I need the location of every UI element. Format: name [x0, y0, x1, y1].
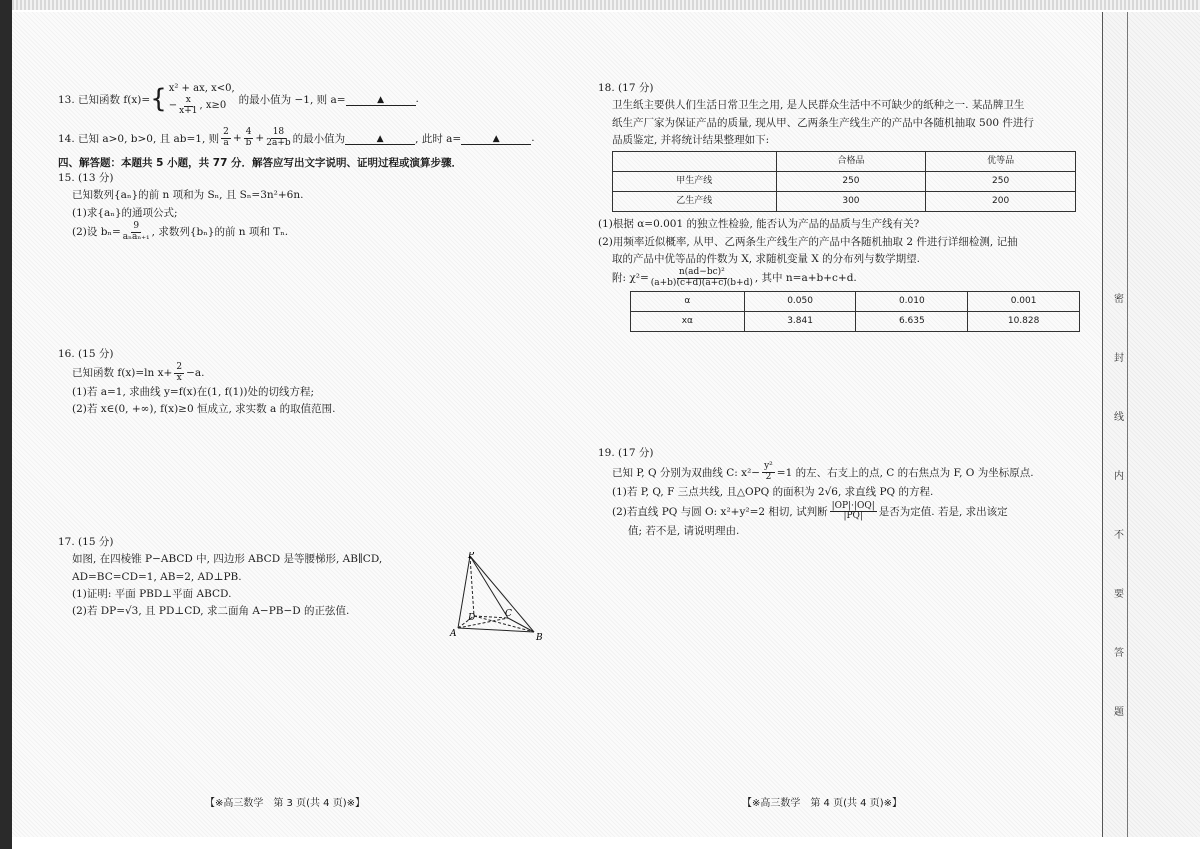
label-a: A: [450, 629, 457, 639]
q14-frac-2: [244, 128, 254, 149]
q15-line-1: 已知数列{aₙ}的前 n 项和为 Sₙ, 且 Sₙ=3n²+6n.: [72, 189, 304, 202]
table-header-cell: 合格品: [776, 152, 926, 172]
scan-edge-top: [0, 0, 1200, 10]
q14-f1-den: a: [223, 137, 229, 148]
q18-part-2a: (2)用频率近似概率, 从甲、乙两条生产线生产的产品中各随机抽取 2 件进行详细检测, 记抽: [598, 235, 1018, 248]
q13-suffix: 的最小值为 −1, 则 a=: [238, 93, 346, 106]
table-cell: 10.828: [968, 311, 1080, 331]
q19-l3-pre: (2)若直线 PQ 与圆 O: x²+y²=2 相切, 试判断: [612, 505, 828, 518]
q18-part-2b: 取的产品中优等品的件数为 X, 求随机变量 X 的分布列与数学期望.: [612, 252, 920, 265]
chi-num: n(ad−bc)²: [678, 267, 725, 278]
table-cell: 0.010: [856, 291, 968, 311]
table-row: [613, 172, 1076, 192]
q19-l1-pre: 已知 P, Q 分别为双曲线 C: x²−: [612, 466, 761, 479]
q14-f3-den: 2a+b: [266, 137, 291, 148]
table-cell: 0.050: [744, 291, 856, 311]
q19-f1-num: y²: [764, 461, 773, 472]
binding-warning: [1111, 290, 1127, 718]
footer-page-3: 【※高三数学 第 3 页(共 4 页)※】: [205, 798, 365, 809]
q15-l3-pre: (2)设 bₙ=: [72, 225, 121, 238]
table-header-row: [613, 152, 1076, 172]
q19-f1-den: 2: [765, 472, 772, 483]
appendix-post: , 其中 n=a+b+c+d.: [754, 271, 857, 284]
binding-char: 要: [1114, 589, 1124, 600]
q19-line-2: (1)若 P, Q, F 三点共线, 且△OPQ 的面积为 2√6, 求直线 PQ 的方程.: [612, 486, 934, 499]
binding-char: 密: [1114, 294, 1124, 305]
critical-value-table: [630, 291, 1080, 332]
footer-page-4: 【※高三数学 第 4 页(共 4 页)※】: [742, 798, 902, 809]
question-13: [58, 82, 538, 117]
table-cell: 6.635: [856, 311, 968, 331]
q16-heading: 16. (15 分): [58, 348, 114, 360]
q16-l1-post: −a.: [186, 367, 205, 380]
question-17: [58, 534, 468, 621]
table-header-cell: 优等品: [926, 152, 1076, 172]
q13-case2-tail: , x≥0: [199, 100, 227, 112]
q13-end: .: [415, 93, 419, 106]
q14-plus-2: +: [255, 132, 265, 145]
q18-line-2: 纸生产厂家为保证产品的质量, 现从甲、乙两条生产线生产的产品中各随机抽取 500 件进行: [612, 116, 1034, 129]
brace-icon: {: [150, 84, 167, 115]
q16-fraction: [174, 363, 184, 384]
q19-line-3: [598, 502, 1078, 523]
q19-frac-2: [830, 502, 877, 523]
table-row: [631, 291, 1080, 311]
table-cell: 乙生产线: [613, 192, 777, 212]
q13-prefix: 13. 已知函数 f(x)=: [58, 93, 151, 106]
q14-f2-den: b: [245, 137, 252, 148]
q19-f2-num: |OP|·|OQ|: [831, 500, 875, 511]
q17-line-2: AD=BC=CD=1, AB=2, AD⊥PB.: [72, 570, 242, 583]
quality-table: [612, 151, 1076, 212]
q19-frac-1: [762, 462, 775, 483]
q14-answer-blank-1[interactable]: [345, 132, 415, 145]
binding-char: 封: [1114, 353, 1124, 364]
question-19: [598, 444, 1078, 541]
q14-frac-3: [266, 128, 290, 149]
q15-line-3: [58, 222, 538, 243]
table-cell: 300: [776, 192, 926, 212]
q15-frac-num: 9: [133, 220, 140, 231]
chi-square-fraction: [651, 268, 753, 289]
q14-end: .: [531, 132, 535, 145]
q19-heading: 19. (17 分): [598, 447, 654, 459]
q15-line-2: (1)求{aₙ}的通项公式;: [72, 206, 178, 219]
q14-f1-num: 2: [223, 127, 229, 137]
pyramid-diagram: [448, 552, 548, 644]
q14-f3-num: 18: [272, 127, 285, 137]
table-cell: 3.841: [744, 311, 856, 331]
binding-char: 答: [1114, 648, 1124, 659]
q13-case1: x² + ax, x<0,: [168, 83, 235, 94]
label-b: B: [536, 633, 543, 643]
binding-line: [1127, 12, 1128, 837]
triangle-icon: ▲: [377, 94, 384, 105]
table-cell: α: [631, 291, 745, 311]
triangle-icon: ▲: [492, 133, 500, 144]
q13-answer-blank[interactable]: [346, 93, 416, 106]
question-15: [58, 170, 538, 243]
q16-line-1: [58, 363, 538, 384]
label-d: D: [468, 613, 476, 623]
q17-line-1: 如图, 在四棱锥 P−ABCD 中, 四边形 ABCD 是等腰梯形, AB∥CD,: [72, 553, 383, 566]
q14-mid: 的最小值为: [292, 132, 346, 145]
table-cell: 250: [926, 172, 1076, 192]
q15-heading: 15. (13 分): [58, 172, 114, 184]
q19-line-1: [598, 462, 1078, 483]
q14-mid2: , 此时 a=: [415, 132, 462, 145]
q14-frac-1: [221, 128, 231, 149]
q15-frac-den: aₙaₙ₊₁: [122, 231, 150, 242]
binding-char: 线: [1114, 412, 1124, 423]
q15-l3-post: , 求数列{bₙ}的前 n 项和 Tₙ.: [151, 225, 289, 238]
q18-line-1: 卫生纸主要供人们生活日常卫生之用, 是人民群众生活中不可缺少的纸种之一. 某品牌卫生: [612, 99, 1025, 112]
q13-frac-num: x: [185, 95, 191, 105]
section-4-heading: 四、解答题：本题共 5 小题，共 77 分．解答应写出文字说明、证明过程或演算步骤．: [58, 157, 463, 169]
appendix-pre: 附: χ²=: [612, 271, 649, 284]
q19-f2-den: |PQ|: [843, 511, 863, 522]
table-cell: 甲生产线: [613, 172, 777, 192]
q14-prefix: 14. 已知 a>0, b>0, 且 ab=1, 则: [58, 132, 220, 145]
question-18: [598, 80, 1078, 336]
q18-appendix: [598, 268, 1078, 289]
table-cell: xα: [631, 311, 745, 331]
question-14: [58, 128, 538, 149]
table-row: [613, 192, 1076, 212]
binding-char: 题: [1114, 707, 1124, 718]
q14-f2-num: 4: [245, 127, 252, 137]
q16-frac-num: 2: [176, 362, 183, 373]
chi-den: (a+b)(c+d)(a+c)(b+d): [650, 278, 753, 289]
binding-char: 内: [1114, 471, 1124, 482]
label-c: C: [505, 609, 512, 619]
q16-line-3: (2)若 x∈(0, +∞), f(x)≥0 恒成立, 求实数 a 的取值范围.: [72, 403, 336, 416]
label-p: P: [468, 552, 475, 561]
scan-edge-left: [0, 0, 12, 849]
binding-char: 不: [1114, 530, 1124, 541]
binding-margin: [1102, 12, 1200, 837]
q14-plus-1: +: [232, 132, 242, 145]
triangle-icon: ▲: [376, 133, 384, 144]
q16-frac-den: x: [176, 373, 182, 384]
q18-heading: 18. (17 分): [598, 82, 654, 94]
q14-answer-blank-2[interactable]: [461, 132, 531, 145]
q13-case2-sign: −: [168, 100, 178, 112]
piecewise-function: [150, 82, 234, 117]
q19-l3-post: 是否为定值. 若是, 求出该定: [878, 505, 1008, 518]
q16-line-2: (1)若 a=1, 求曲线 y=f(x)在(1, f(1))处的切线方程;: [72, 386, 315, 399]
q18-line-3: 品质鉴定, 并将统计结果整理如下:: [612, 133, 770, 146]
q19-line-4: 值; 若不是, 请说明理由.: [628, 525, 740, 538]
q17-line-3: (1)证明: 平面 PBD⊥平面 ABCD.: [72, 587, 232, 600]
table-cell: 200: [926, 192, 1076, 212]
table-row: [631, 311, 1080, 331]
q13-frac-den: x+1: [179, 105, 198, 116]
q17-heading: 17. (15 分): [58, 536, 114, 548]
q17-line-4: (2)若 DP=√3, 且 PD⊥CD, 求二面角 A−PB−D 的正弦值.: [72, 605, 350, 618]
q19-l1-post: =1 的左、右支上的点, C 的右焦点为 F, O 为坐标原点.: [776, 466, 1034, 479]
table-header-cell: [613, 152, 777, 172]
pyramid-figure: [448, 552, 548, 648]
table-cell: 250: [776, 172, 926, 192]
q18-part-1: (1)根据 α=0.001 的独立性检验, 能否认为产品的品质与生产线有关?: [598, 218, 920, 231]
q16-l1-pre: 已知函数 f(x)=ln x+: [72, 367, 173, 380]
table-cell: 0.001: [968, 291, 1080, 311]
q13-fraction: [179, 96, 197, 117]
q15-fraction: [123, 222, 150, 243]
question-16: [58, 346, 538, 419]
